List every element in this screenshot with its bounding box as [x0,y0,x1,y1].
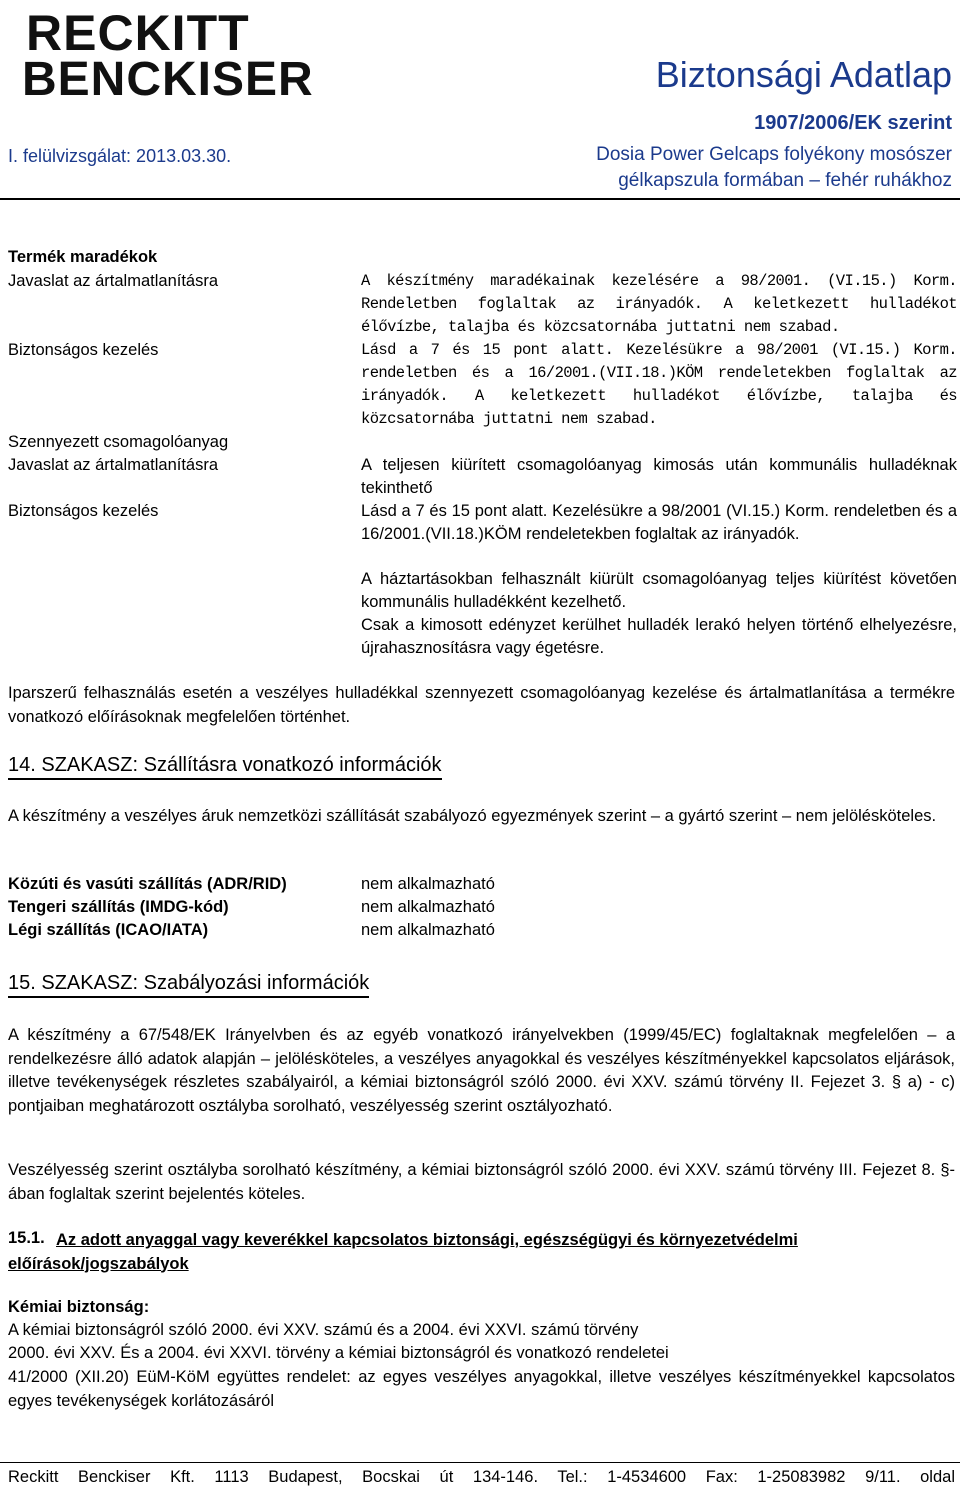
packaging-safe-text1: Lásd a 7 és 15 pont alatt. Kezelésükre a 98/2001 (VI.15.) Korm. rendeletben és a 16/2001.(VII.18.)KÖM rendeletekben foglaltak az irányadók. [361,502,957,543]
section-14-title: 14. SZAKASZ: Szállításra vonatkozó információk [8,753,442,780]
packaging-disposal-label: Javaslat az ártalmatlanításra [8,456,219,474]
transport-air-value: nem alkalmazható [361,921,495,939]
chemical-safety-line1: A kémiai biztonságról szóló 2000. évi XXV. számú és a 2004. évi XXVI. számú törvény [8,1321,639,1339]
transport-sea-value: nem alkalmazható [361,898,495,916]
footer-divider [0,1462,960,1463]
chemical-safety-line3: 41/2000 (XII.20) EüM-KöM együttes rendelet: az egyes veszélyes anyagokkal, illetve veszélyes készítményekkel kapcsolatos egyes tevékenységek korlátozásáról [8,1368,955,1410]
subsection-15-1-title: Az adott anyaggal vagy keverékkel kapcsolatos biztonsági, egészségügyi és környezetvédelmi előírások/jogszabályok [8,1231,798,1273]
header-divider [0,198,960,200]
product-name-line1: Dosia Power Gelcaps folyékony mosószer [596,144,952,165]
page-footer: Reckitt Benckiser Kft. 1113 Budapest, Bocskai út 134-146. Tel.: 1-4534600 Fax: 1-25083982 9/11. oldal [8,1468,955,1486]
residue-heading: Termék maradékok [8,248,158,266]
section-15-paragraph-2: Veszélyesség szerint osztályba sorolható készítmény, a kémiai biztonságról szóló 2000. évi XXV. számú törvény III. Fejezet 8. §-ában foglaltak szerint bejelentés köteles. [8,1161,955,1203]
company-logo-line2: BENCKISER [22,53,314,106]
regulation-reference: 1907/2006/EK szerint [754,112,952,134]
transport-road-value: nem alkalmazható [361,875,495,893]
packaging-safe-label: Biztonságos kezelés [8,502,159,520]
document-title: Biztonsági Adatlap [655,54,952,95]
residue-safe-label: Biztonságos kezelés [8,341,159,359]
packaging-disposal-text: A teljesen kiürített csomagolóanyag kimosás után kommunális hulladéknak tekinthető [361,456,957,497]
chemical-safety-heading: Kémiai biztonság: [8,1298,150,1316]
company-logo-line1: RECKITT [26,5,250,61]
chemical-safety-line2: 2000. évi XXV. És a 2004. évi XXVI. törvény a kémiai biztonságról és vonatkozó rendeletei [8,1344,669,1362]
packaging-heading: Szennyezett csomagolóanyag [8,433,229,451]
revision-date: I. felülvizsgálat: 2013.03.30. [8,146,232,166]
product-name-line2: gélkapszula formában – fehér ruhákhoz [618,170,952,191]
subsection-15-1-number: 15.1. [8,1229,45,1247]
section-15-title: 15. SZAKASZ: Szabályozási információk [8,971,369,998]
section-14-intro: A készítmény a veszélyes áruk nemzetközi szállítását szabályozó egyezmények szerint – a gyártó szerint – nem jelölésköteles. [8,807,937,825]
transport-road-label: Közúti és vasúti szállítás (ADR/RID) [8,875,287,893]
residue-disposal-label: Javaslat az ártalmatlanításra [8,272,219,290]
transport-air-label: Légi szállítás (ICAO/IATA) [8,921,209,939]
industrial-use-paragraph: Iparszerű felhasználás esetén a veszélyes hulladékkal szennyezett csomagolóanyag kezelése és ártalmatlanítása a termékre vonatkozó előírásoknak megfelelően történhet. [8,684,955,726]
packaging-safe-text2: A háztartásokban felhasznált kiürült csomagolóanyag teljes kiürítést követően kommunális hulladékként kezelhető. [361,570,957,611]
residue-disposal-text: A készítmény maradékainak kezelésére a 98/2001. (VI.15.) Korm. Rendeletben foglaltak az irányadók. A keletkezett hulladékot élővízbe, talajba és közcsatornába juttatni nem szabad. [361,272,957,336]
section-15-paragraph-1: A készítmény a 67/548/EK Irányelvben és az egyéb vonatkozó irányelvekben (1999/45/EC) foglaltaknak megfelelően – a rendelkezésre álló adatok alapján – jelölésköteles, a veszélyes anyagokkal és veszélyes készítményekkel kapcsolatos eljárások, illetve tevékenységek részletes szabályairól, a kémiai biztonságról szóló 2000. évi XXV. számú törvény II. Fejezet 3. § a) - c) pontjaiban meghatározott osztályba sorolható, veszélyesség szerint osztályozható. [8,1026,955,1115]
transport-sea-label: Tengeri szállítás (IMDG-kód) [8,898,229,916]
packaging-safe-text3: Csak a kimosott edényzet kerülhet hulladék lerakó helyen történő elhelyezésre, újrahasznosításra vagy égetésre. [361,616,957,657]
residue-safe-text: Lásd a 7 és 15 pont alatt. Kezelésükre a 98/2001 (VI.15.) Korm. rendeletben és a 16/2001.(VII.18.)KÖM rendeletekben foglaltak az irányadók. A keletkezett hulladékot élővízbe, talajba és közcsatornába juttatni nem szabad. [361,341,957,428]
